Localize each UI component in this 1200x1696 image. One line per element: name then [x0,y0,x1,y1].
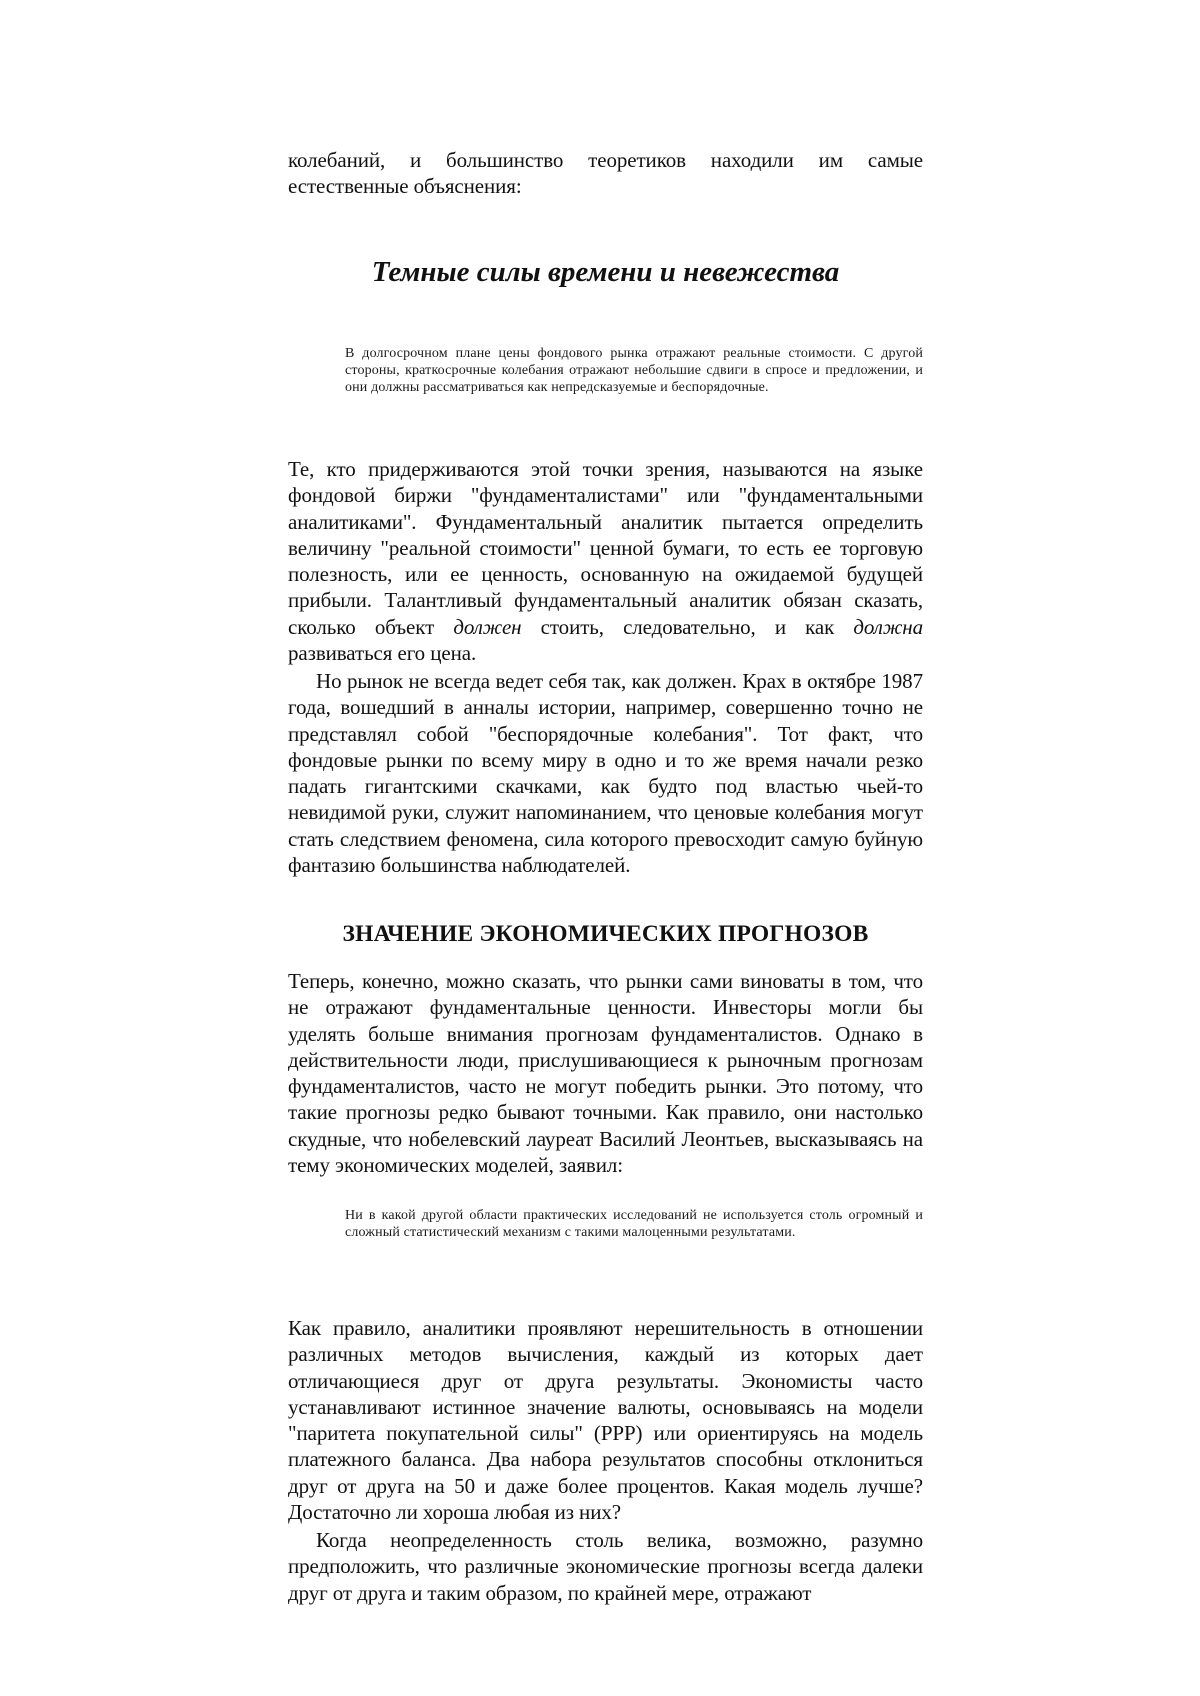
paragraph-text: стоить, следовательно, и как [521,614,854,639]
paragraph-analysts-methods: Как правило, аналитики проявляют нерешительность в отношении различных методов вычисления, каждый из которых дает отличающиеся друг от друга результаты. Экономисты часто устанавливают истинное значение валюты, основываясь на модели "паритета покупательной силы" (PPP) или ориентируясь на модель платежного баланса. Два набора результатов способны отклониться друг от друга на 50 и даже более процентов. Какая модель лучше? Достаточно ли хороша любая из них? [288,1316,923,1525]
paragraph-uncertainty: Когда неопределенность столь велика, возможно, разумно предположить, что различные экономические прогнозы всегда далеки друг от друга и таким образом, по крайней мере, отражают [288,1528,923,1605]
paragraph-forecasts-accuracy: Теперь, конечно, можно сказать, что рынки сами виноваты в том, что не отражают фундаментальные ценности. Инвесторы могли бы уделять больше внимания прогнозам фундаменталистов. Однако в действительности люди, прислушивающиеся к рыночным прогнозам фундаменталистов, часто не могут победить рынки. Это потому, что такие прогнозы редко бывают точными. Как правило, они настолько скудные, что нобелевский лауреат Василий Леонтьев, высказываясь на тему экономических моделей, заявил: [288,969,923,1178]
section-heading-dark-forces: Темные силы времени и невежества [371,256,840,288]
paragraph-text: развиваться его цена. [288,641,477,666]
block-quote-market-values: В долгосрочном плане цены фондового рынка отражают реальные стоимости. С другой стороны, краткосрочные колебания отражают небольшие сдвиги в спросе и предложении, и они должны рассматриваться как непредсказуемые и беспорядочные. [345,346,923,395]
paragraph-crash-1987: Но рынок не всегда ведет себя так, как должен. Крах в октябре 1987 года, вошедший в анналы истории, например, совершенно точно не представлял собой "беспорядочные колебания". Тот факт, что фондовые рынки по всему миру в одно и то же время начали резко падать гигантскими скачками, как будто под властью чьей-то невидимой руки, служит напоминанием, что ценовые колебания могут стать следствием феномена, сила которого превосходит самую буйную фантазию большинства наблюдателей. [288,669,923,878]
emphasis-text: должен [453,614,522,639]
section-heading-economic-forecasts: ЗНАЧЕНИЕ ЭКОНОМИЧЕСКИХ ПРОГНОЗОВ [342,921,869,947]
emphasis-text: должна [853,614,923,639]
paragraph-fundamentalists [288,456,923,666]
intro-paragraph: колебаний, и большинство теоретиков находили им самые естественные объяснения: [288,148,923,199]
block-quote-leontief: Ни в какой другой области практических исследований не используется столь огромный и сложный статистический механизм с такими малоценными результатами. [345,1208,923,1240]
paragraph-text: Те, кто придерживаются этой точки зрения, называются на языке фондовой биржи "фундаменталистами" или "фундаментальными аналитиками". Фундаментальный аналитик пытается определить величину "реальной стоимости" ценной бумаги, то есть ее торговую полезность, или ее ценность, основанную на ожидаемой будущей прибыли. Талантливый фундаментальный аналитик обязан сказать, сколько объект [288,457,923,639]
